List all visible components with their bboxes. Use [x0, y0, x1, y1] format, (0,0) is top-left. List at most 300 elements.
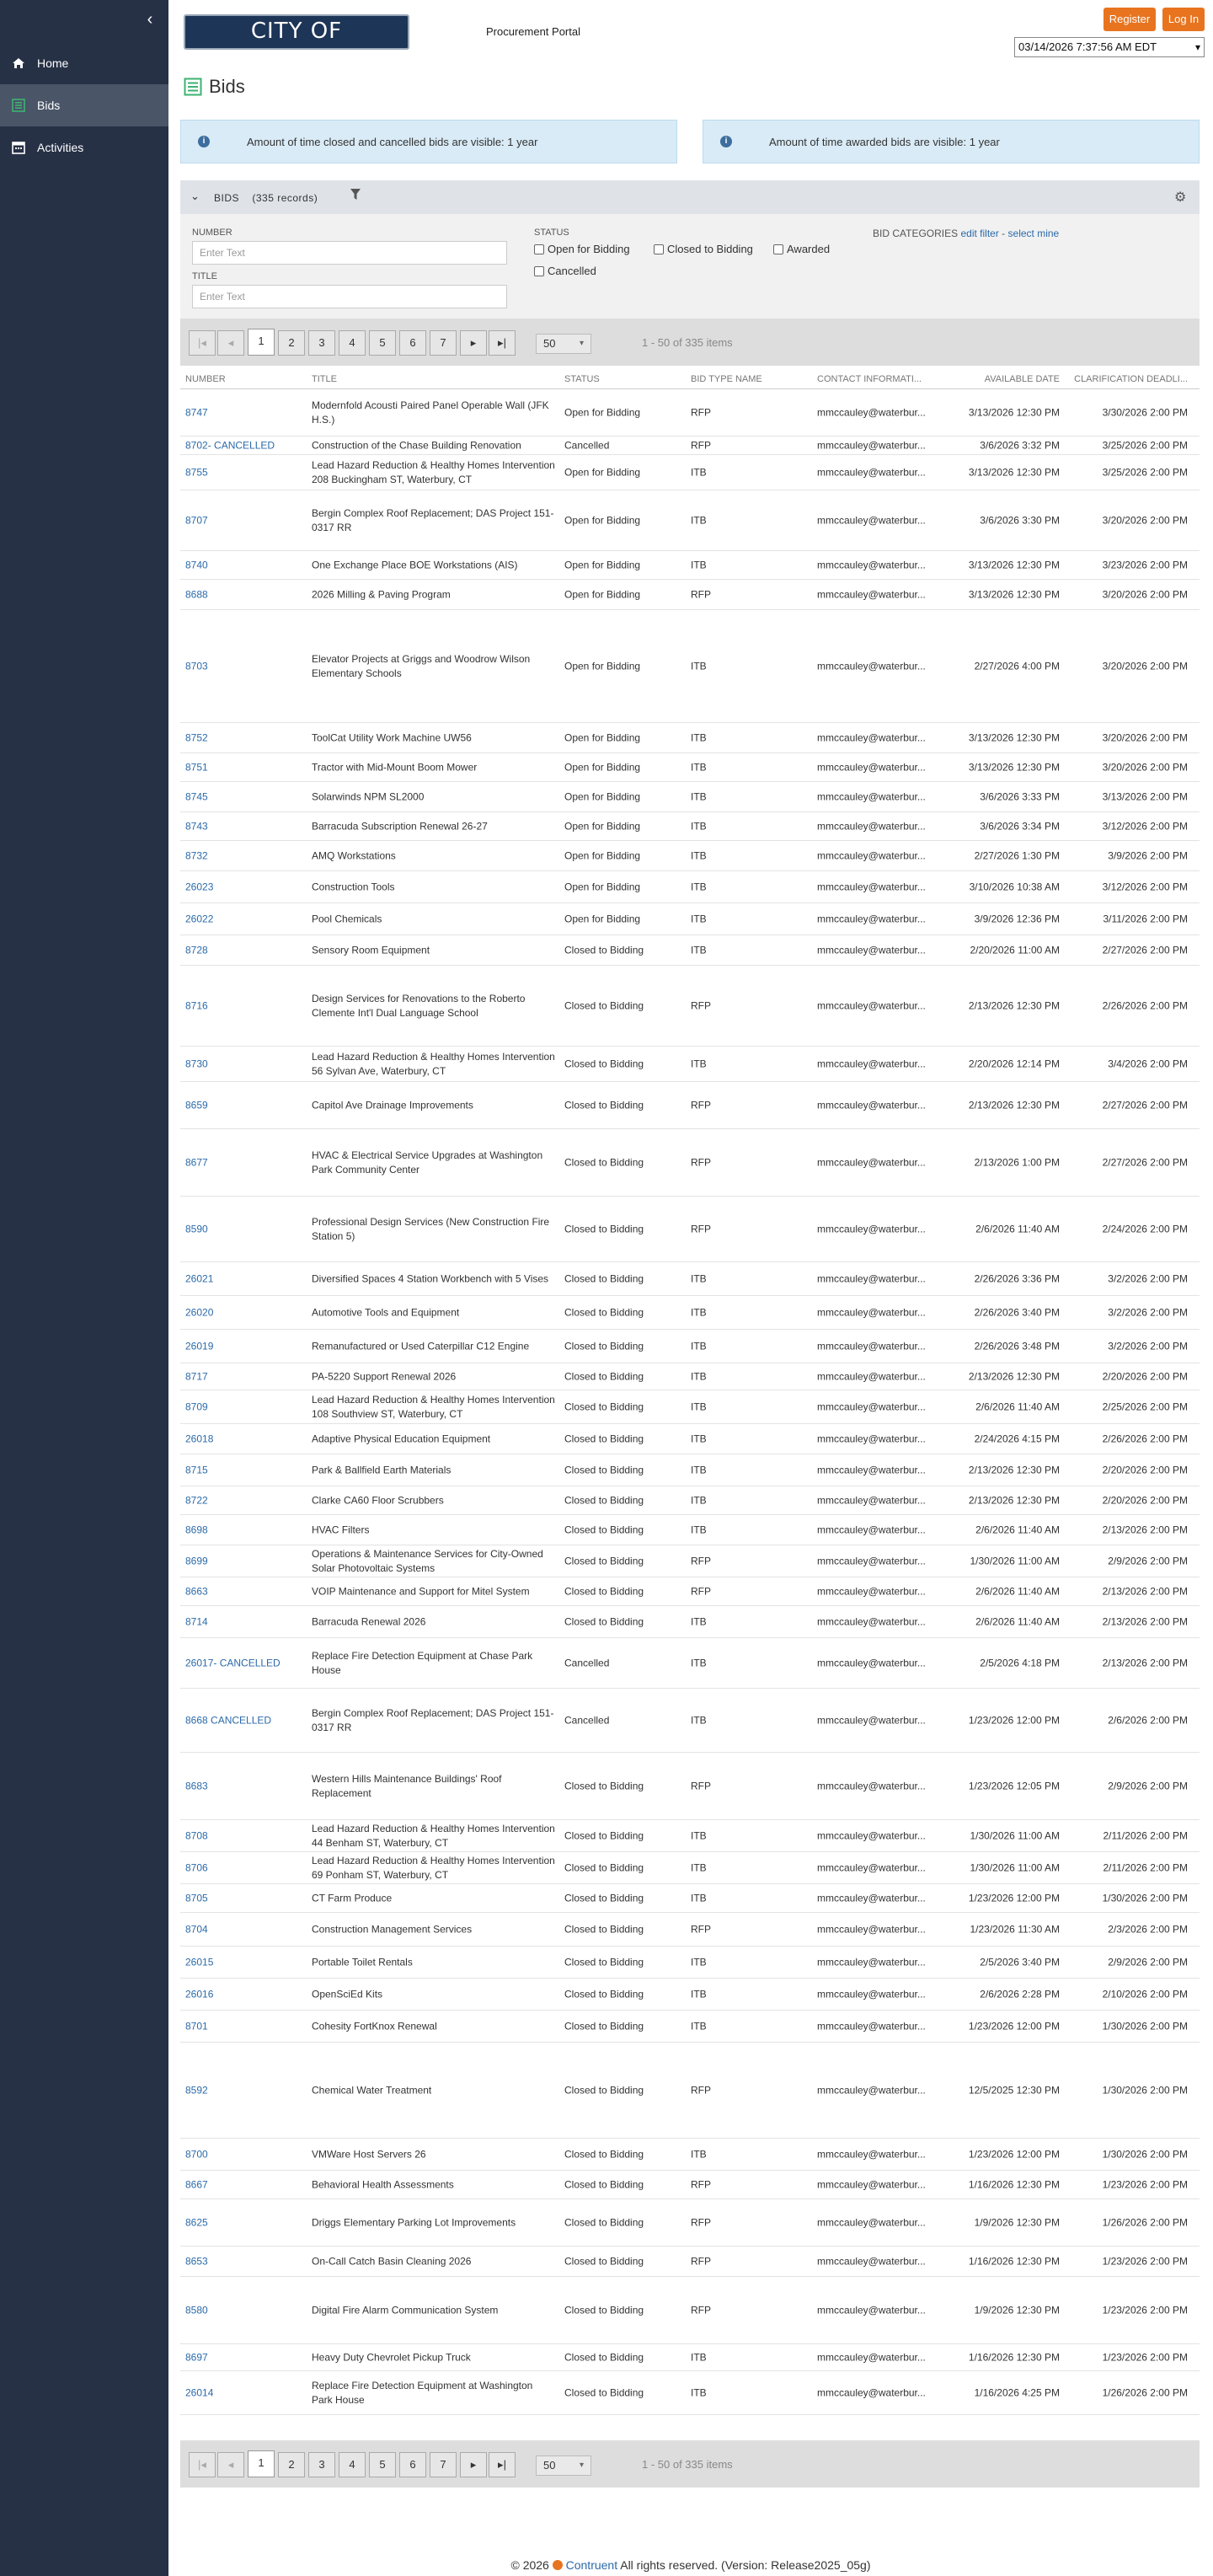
table-row[interactable]: [180, 1047, 1200, 1082]
bid-type: ITB: [691, 1370, 707, 1382]
bid-available-date: 1/30/2026 11:00 AM: [970, 1829, 1060, 1841]
sidebar-item-home[interactable]: [0, 42, 168, 84]
table-row[interactable]: [180, 1606, 1200, 1638]
table-row[interactable]: [180, 1129, 1200, 1197]
table-row[interactable]: [180, 1577, 1200, 1606]
page-1-button[interactable]: 1: [248, 2450, 275, 2477]
bid-clarification-deadline: 2/9/2026 2:00 PM: [1108, 1780, 1188, 1791]
bid-number-link[interactable]: 26018: [185, 1433, 214, 1444]
bid-status: Closed to Bidding: [564, 2084, 644, 2096]
bid-contact: mmccauley@waterbur...: [817, 999, 926, 1011]
bid-number-link[interactable]: 8701: [185, 2020, 208, 2032]
bid-type: ITB: [691, 1956, 707, 1968]
bid-type: ITB: [691, 559, 707, 570]
bid-available-date: 3/13/2026 12:30 PM: [968, 466, 1060, 478]
sidebar-item-activities[interactable]: [0, 126, 168, 169]
bid-clarification-deadline: 3/20/2026 2:00 PM: [1102, 731, 1188, 743]
bid-available-date: 1/16/2026 12:30 PM: [968, 2255, 1060, 2267]
bid-available-date: 1/30/2026 11:00 AM: [970, 1861, 1060, 1873]
bid-status: Open for Bidding: [564, 588, 641, 600]
table-row[interactable]: [180, 436, 1200, 455]
bid-title: Remanufactured or Used Caterpillar C12 Engine: [312, 1340, 530, 1352]
bid-clarification-deadline: 2/11/2026 2:00 PM: [1103, 1861, 1188, 1873]
awarded-checkbox[interactable]: Awarded: [773, 243, 830, 255]
bid-title: One Exchange Place BOE Workstations (AIS): [312, 559, 518, 570]
bid-status: Closed to Bidding: [564, 1892, 644, 1904]
table-row[interactable]: [180, 2247, 1200, 2277]
table-row[interactable]: [180, 812, 1200, 841]
page-5-button[interactable]: 5: [369, 330, 396, 356]
page-5-button[interactable]: 5: [369, 2452, 396, 2477]
table-header: [180, 369, 1200, 389]
col-bid-type[interactable]: BID TYPE NAME: [691, 374, 762, 384]
bid-number-link[interactable]: 8700: [185, 2148, 208, 2160]
bid-available-date: 1/23/2026 12:00 PM: [968, 2020, 1060, 2032]
bid-number-link[interactable]: 26021: [185, 1272, 214, 1284]
table-row[interactable]: [180, 1947, 1200, 1979]
col-contact[interactable]: CONTACT INFORMATI...: [817, 374, 922, 384]
bid-clarification-deadline: 3/30/2026 2:00 PM: [1102, 406, 1188, 418]
bid-contact: mmccauley@waterbur...: [817, 1861, 926, 1873]
city-logo[interactable]: CITY OF WATERBURY: [184, 14, 409, 50]
bid-available-date: 2/6/2026 11:40 AM: [975, 1223, 1060, 1234]
bid-title: Solarwinds NPM SL2000: [312, 790, 425, 802]
page-3-button[interactable]: 3: [308, 330, 335, 356]
bid-contact: mmccauley@waterbur...: [817, 2351, 926, 2363]
page-size-select[interactable]: 50 ▾: [536, 334, 591, 354]
col-status[interactable]: STATUS: [564, 374, 600, 384]
bid-title: Park & Ballfield Earth Materials: [312, 1464, 452, 1475]
bid-contact: mmccauley@waterbur...: [817, 944, 926, 956]
bid-clarification-deadline: 3/13/2026 2:00 PM: [1102, 790, 1188, 802]
table-row[interactable]: [180, 1545, 1200, 1577]
table-row[interactable]: [180, 2011, 1200, 2043]
bid-title: Cohesity FortKnox Renewal: [312, 2020, 437, 2032]
bid-title: Replace Fire Detection Equipment at Chase Park House: [312, 1649, 533, 1676]
bid-status: Closed to Bidding: [564, 1058, 644, 1069]
page-6-button[interactable]: 6: [399, 330, 426, 356]
bid-contact: mmccauley@waterbur...: [817, 1400, 926, 1412]
bid-number-link[interactable]: 8722: [185, 1494, 208, 1506]
bid-number-link[interactable]: 8716: [185, 999, 208, 1011]
bid-clarification-deadline: 2/10/2026 2:00 PM: [1102, 1988, 1188, 2000]
bid-status: Cancelled: [564, 1657, 610, 1668]
bid-type: ITB: [691, 761, 707, 773]
bid-status: Open for Bidding: [564, 559, 641, 570]
page-size-select[interactable]: 50 ▾: [536, 2456, 591, 2476]
header: [168, 0, 1213, 74]
bid-available-date: 1/9/2026 12:30 PM: [974, 2304, 1060, 2316]
bid-number-link[interactable]: 26020: [185, 1306, 214, 1318]
bid-available-date: 1/16/2026 12:30 PM: [968, 2351, 1060, 2363]
table-row[interactable]: [180, 1330, 1200, 1363]
bid-number-link[interactable]: 8715: [185, 1464, 208, 1475]
table-row[interactable]: [180, 871, 1200, 903]
col-title[interactable]: TITLE: [312, 374, 337, 384]
bid-title: VMWare Host Servers 26: [312, 2148, 426, 2160]
bid-available-date: 2/27/2026 4:00 PM: [974, 660, 1060, 672]
table-row[interactable]: [180, 2139, 1200, 2171]
bid-contact: mmccauley@waterbur...: [817, 731, 926, 743]
bid-status: Closed to Bidding: [564, 944, 644, 956]
bid-number-link[interactable]: 8705: [185, 1892, 208, 1904]
bid-clarification-deadline: 2/11/2026 2:00 PM: [1103, 1829, 1188, 1841]
bid-available-date: 2/5/2026 3:40 PM: [980, 1956, 1060, 1968]
contruent-logo-icon: [553, 2560, 563, 2570]
bid-type: ITB: [691, 944, 707, 956]
page-3-button[interactable]: 3: [308, 2452, 335, 2477]
contruent-link[interactable]: Contruent: [565, 2558, 618, 2572]
bid-available-date: 2/13/2026 12:30 PM: [968, 999, 1060, 1011]
bid-available-date: 1/23/2026 12:05 PM: [968, 1780, 1060, 1791]
bid-type: ITB: [691, 1524, 707, 1535]
bid-number-link[interactable]: 8709: [185, 1400, 208, 1412]
col-available-date[interactable]: AVAILABLE DATE: [984, 374, 1060, 384]
gear-icon[interactable]: ⚙: [1174, 190, 1187, 205]
sidebar-item-bids[interactable]: [0, 84, 168, 126]
table-row[interactable]: [180, 490, 1200, 551]
bid-number-link[interactable]: 8659: [185, 1099, 208, 1111]
table-row[interactable]: [180, 389, 1200, 436]
page-6-button[interactable]: 6: [399, 2452, 426, 2477]
bid-number-link[interactable]: 26022: [185, 913, 214, 924]
info-icon: i: [198, 136, 210, 147]
table-row[interactable]: [180, 610, 1200, 723]
bid-contact: mmccauley@waterbur...: [817, 1524, 926, 1535]
page-2-button[interactable]: 2: [278, 2452, 305, 2477]
bid-clarification-deadline: 2/6/2026 2:00 PM: [1108, 1714, 1188, 1726]
table-row[interactable]: [180, 841, 1200, 871]
bid-number-link[interactable]: 8688: [185, 588, 208, 600]
login-button[interactable]: Log In: [1162, 8, 1205, 31]
bid-available-date: 2/24/2026 4:15 PM: [974, 1433, 1060, 1444]
bid-type: ITB: [691, 2020, 707, 2032]
bid-contact: mmccauley@waterbur...: [817, 1223, 926, 1234]
bid-number-link[interactable]: 8745: [185, 790, 208, 802]
table-row[interactable]: [180, 1296, 1200, 1330]
bid-status: Closed to Bidding: [564, 1306, 644, 1318]
bid-contact: mmccauley@waterbur...: [817, 466, 926, 478]
bid-number-link[interactable]: 8704: [185, 1923, 208, 1935]
bid-number-link[interactable]: 8699: [185, 1555, 208, 1566]
bid-status: Closed to Bidding: [564, 1988, 644, 2000]
table-row[interactable]: [180, 782, 1200, 812]
bid-number-link[interactable]: 8706: [185, 1861, 208, 1873]
table-row[interactable]: [180, 1979, 1200, 2011]
title-input[interactable]: Enter Text: [192, 285, 507, 308]
sidebar-item-label: Home: [37, 56, 69, 70]
bid-contact: mmccauley@waterbur...: [817, 1370, 926, 1382]
bid-status: Open for Bidding: [564, 731, 641, 743]
bid-title: 2026 Milling & Paving Program: [312, 588, 451, 600]
bid-clarification-deadline: 2/24/2026 2:00 PM: [1102, 1223, 1188, 1234]
bid-number-link[interactable]: 26019: [185, 1340, 214, 1352]
page-2-button[interactable]: 2: [278, 330, 305, 356]
bid-status: Closed to Bidding: [564, 1555, 644, 1566]
bid-status: Closed to Bidding: [564, 1524, 644, 1535]
bid-number-link[interactable]: 8732: [185, 849, 208, 861]
bid-number-link[interactable]: 8697: [185, 2351, 208, 2363]
info-text: Amount of time closed and cancelled bids are visible: 1 year: [247, 135, 538, 148]
bid-number-link[interactable]: 8714: [185, 1615, 208, 1627]
bid-type: RFP: [691, 439, 711, 451]
bid-contact: mmccauley@waterbur...: [817, 2216, 926, 2228]
bid-number-link[interactable]: 8677: [185, 1156, 208, 1168]
bid-number-link[interactable]: 8747: [185, 406, 208, 418]
checkbox-icon: [654, 244, 664, 254]
bid-clarification-deadline: 3/12/2026 2:00 PM: [1102, 881, 1188, 892]
bid-title: Automotive Tools and Equipment: [312, 1306, 460, 1318]
bid-contact: mmccauley@waterbur...: [817, 849, 926, 861]
bid-type: ITB: [691, 913, 707, 924]
bid-contact: mmccauley@waterbur...: [817, 2020, 926, 2032]
first-page-button[interactable]: |◂: [189, 330, 216, 356]
table-row[interactable]: [180, 2344, 1200, 2371]
bid-title: ToolCat Utility Work Machine UW56: [312, 731, 472, 743]
table-row[interactable]: [180, 1486, 1200, 1515]
bid-type: ITB: [691, 1464, 707, 1475]
bid-available-date: 1/30/2026 11:00 AM: [970, 1555, 1060, 1566]
table-row[interactable]: [180, 1638, 1200, 1689]
table-row[interactable]: [180, 2043, 1200, 2139]
bid-number-link[interactable]: 8668 CANCELLED: [185, 1714, 272, 1726]
bid-number-link[interactable]: 8663: [185, 1585, 208, 1597]
bid-type: RFP: [691, 2216, 711, 2228]
bid-status: Closed to Bidding: [564, 2020, 644, 2032]
table-row[interactable]: [180, 1424, 1200, 1454]
bid-number-link[interactable]: 8683: [185, 1780, 208, 1791]
table-row[interactable]: [180, 551, 1200, 580]
bid-title: Pool Chemicals: [312, 913, 382, 924]
bid-available-date: 1/23/2026 12:00 PM: [968, 1892, 1060, 1904]
bid-title: Lead Hazard Reduction & Healthy Homes Intervention 108 Southview ST, Waterbury, CT: [312, 1393, 555, 1420]
bid-type: RFP: [691, 2178, 711, 2190]
table-row[interactable]: [180, 1363, 1200, 1390]
table-row[interactable]: [180, 723, 1200, 753]
list-icon: [184, 78, 202, 96]
bid-contact: mmccauley@waterbur...: [817, 1156, 926, 1168]
bid-clarification-deadline: 1/26/2026 2:00 PM: [1102, 2216, 1188, 2228]
bid-title: CT Farm Produce: [312, 1892, 393, 1904]
page-7-button[interactable]: 7: [430, 2452, 457, 2477]
bid-number-link[interactable]: 26016: [185, 1988, 214, 2000]
table-row[interactable]: [180, 753, 1200, 782]
bid-number-link[interactable]: 8653: [185, 2255, 208, 2267]
page-7-button[interactable]: 7: [430, 330, 457, 356]
bid-available-date: 2/13/2026 12:30 PM: [968, 1099, 1060, 1111]
bid-number-link[interactable]: 8625: [185, 2216, 208, 2228]
bid-clarification-deadline: 3/20/2026 2:00 PM: [1102, 588, 1188, 600]
bid-clarification-deadline: 2/13/2026 2:00 PM: [1102, 1657, 1188, 1668]
bid-title: AMQ Workstations: [312, 849, 396, 861]
table-row[interactable]: [180, 455, 1200, 490]
table-row[interactable]: [180, 903, 1200, 935]
bid-clarification-deadline: 2/27/2026 2:00 PM: [1102, 1099, 1188, 1111]
table-row[interactable]: [180, 1820, 1200, 1852]
bid-number-link[interactable]: 8708: [185, 1829, 208, 1841]
open-for-bidding-checkbox[interactable]: Open for Bidding: [534, 243, 630, 255]
table-row[interactable]: [180, 1262, 1200, 1296]
bid-status: Closed to Bidding: [564, 1340, 644, 1352]
bid-number-link[interactable]: 26017- CANCELLED: [185, 1657, 281, 1668]
bid-number-link[interactable]: 8707: [185, 514, 208, 526]
checkbox-icon: [534, 244, 544, 254]
bid-available-date: 2/13/2026 1:00 PM: [974, 1156, 1060, 1168]
bid-status: Closed to Bidding: [564, 1156, 644, 1168]
table-row[interactable]: [180, 2371, 1200, 2415]
bid-clarification-deadline: 2/27/2026 2:00 PM: [1102, 944, 1188, 956]
bid-title: Barracuda Subscription Renewal 26-27: [312, 820, 488, 832]
bid-clarification-deadline: 2/27/2026 2:00 PM: [1102, 1156, 1188, 1168]
next-page-button[interactable]: ▸: [460, 330, 487, 356]
bid-number-link[interactable]: 8728: [185, 944, 208, 956]
bid-number-link[interactable]: 8717: [185, 1370, 208, 1382]
bid-type: ITB: [691, 1657, 707, 1668]
bid-number-link[interactable]: 8743: [185, 820, 208, 832]
bid-type: RFP: [691, 999, 711, 1011]
closed-to-bidding-checkbox[interactable]: Closed to Bidding: [654, 243, 753, 255]
col-number[interactable]: NUMBER: [185, 374, 226, 384]
table-row[interactable]: [180, 1197, 1200, 1262]
bid-type: ITB: [691, 2351, 707, 2363]
number-input[interactable]: Enter Text: [192, 241, 507, 265]
bid-status: Open for Bidding: [564, 881, 641, 892]
bid-title: Construction Tools: [312, 881, 395, 892]
bid-clarification-deadline: 2/26/2026 2:00 PM: [1102, 999, 1188, 1011]
bid-available-date: 1/16/2026 4:25 PM: [974, 2386, 1060, 2398]
title-label: TITLE: [192, 271, 217, 281]
bid-contact: mmccauley@waterbur...: [817, 790, 926, 802]
bid-available-date: 2/13/2026 12:30 PM: [968, 1370, 1060, 1382]
edit-filter-link[interactable]: edit filter: [960, 228, 999, 239]
bid-number-link[interactable]: 8755: [185, 466, 208, 478]
bid-contact: mmccauley@waterbur...: [817, 1780, 926, 1791]
bid-number-link[interactable]: 8752: [185, 731, 208, 743]
checkbox-icon: [534, 266, 544, 276]
bid-type: ITB: [691, 1272, 707, 1284]
pager-bottom: [180, 2440, 1200, 2488]
table-row[interactable]: [180, 966, 1200, 1047]
table-row[interactable]: [180, 1852, 1200, 1884]
table-row[interactable]: [180, 1753, 1200, 1820]
table-row[interactable]: [180, 1884, 1200, 1913]
bid-status: Closed to Bidding: [564, 2148, 644, 2160]
prev-page-button[interactable]: ◂: [217, 330, 244, 356]
bid-number-link[interactable]: 8703: [185, 660, 208, 672]
bid-number-link[interactable]: 8751: [185, 761, 208, 773]
register-button[interactable]: Register: [1103, 8, 1156, 31]
bid-number-link[interactable]: 26014: [185, 2386, 214, 2398]
bid-clarification-deadline: 1/26/2026 2:00 PM: [1102, 2386, 1188, 2398]
bid-clarification-deadline: 3/2/2026 2:00 PM: [1108, 1272, 1188, 1284]
bid-contact: mmccauley@waterbur...: [817, 514, 926, 526]
table-row[interactable]: [180, 1913, 1200, 1947]
table-row[interactable]: [180, 2171, 1200, 2199]
filter-icon[interactable]: [350, 189, 361, 201]
cancelled-checkbox[interactable]: Cancelled: [534, 265, 596, 277]
bid-number-link[interactable]: 8667: [185, 2178, 208, 2190]
bid-title: Adaptive Physical Education Equipment: [312, 1433, 491, 1444]
bid-title: Portable Toilet Rentals: [312, 1956, 413, 1968]
bid-available-date: 3/13/2026 12:30 PM: [968, 406, 1060, 418]
bid-status: Closed to Bidding: [564, 1272, 644, 1284]
table-row[interactable]: [180, 1082, 1200, 1129]
bid-available-date: 2/27/2026 1:30 PM: [974, 849, 1060, 861]
bid-type: ITB: [691, 1058, 707, 1069]
sidebar-item-label: Bids: [37, 99, 61, 112]
table-row[interactable]: [180, 935, 1200, 966]
bid-contact: mmccauley@waterbur...: [817, 2386, 926, 2398]
table-row[interactable]: [180, 1454, 1200, 1486]
first-page-button[interactable]: |◂: [189, 2452, 216, 2477]
page-1-button[interactable]: 1: [248, 329, 275, 356]
bid-number-link[interactable]: 26023: [185, 881, 214, 892]
next-page-button[interactable]: ▸: [460, 2452, 487, 2477]
bid-number-link[interactable]: 8592: [185, 2084, 208, 2096]
table-row[interactable]: [180, 1515, 1200, 1545]
prev-page-button[interactable]: ◂: [217, 2452, 244, 2477]
table-row[interactable]: [180, 1390, 1200, 1424]
pager-top: [180, 319, 1200, 366]
bid-status: Closed to Bidding: [564, 1615, 644, 1627]
bid-clarification-deadline: 3/25/2026 2:00 PM: [1102, 466, 1188, 478]
bid-type: RFP: [691, 1223, 711, 1234]
bid-number-link[interactable]: 8702- CANCELLED: [185, 439, 275, 451]
bid-type: ITB: [691, 2386, 707, 2398]
table-row[interactable]: [180, 580, 1200, 610]
bid-available-date: 3/6/2026 3:32 PM: [980, 439, 1060, 451]
timezone-date-select[interactable]: 03/14/2026 7:37:56 AM EDT ▾: [1014, 37, 1205, 57]
bid-number-link[interactable]: 26015: [185, 1956, 214, 1968]
col-clarification[interactable]: CLARIFICATION DEADLI...: [1074, 374, 1188, 384]
table-row[interactable]: [180, 1689, 1200, 1753]
panel-label: BIDS (335 records): [214, 192, 318, 204]
bid-available-date: 1/23/2026 11:30 AM: [970, 1923, 1060, 1935]
collapse-sidebar-icon[interactable]: ‹: [147, 10, 153, 29]
bid-available-date: 3/6/2026 3:34 PM: [980, 820, 1060, 832]
bid-status: Closed to Bidding: [564, 1433, 644, 1444]
bid-number-link[interactable]: 8580: [185, 2304, 208, 2316]
bid-type: ITB: [691, 1714, 707, 1726]
page-4-button[interactable]: 4: [339, 330, 366, 356]
select-mine-link[interactable]: select mine: [1007, 228, 1060, 239]
bid-status: Closed to Bidding: [564, 1923, 644, 1935]
bid-contact: mmccauley@waterbur...: [817, 2255, 926, 2267]
table-row[interactable]: [180, 2199, 1200, 2247]
bid-contact: mmccauley@waterbur...: [817, 1464, 926, 1475]
bid-number-link[interactable]: 8730: [185, 1058, 208, 1069]
bid-clarification-deadline: 3/20/2026 2:00 PM: [1102, 660, 1188, 672]
bid-type: ITB: [691, 1433, 707, 1444]
status-label: STATUS: [534, 228, 569, 238]
bid-number-link[interactable]: 8590: [185, 1223, 208, 1234]
bid-contact: mmccauley@waterbur...: [817, 820, 926, 832]
table-row[interactable]: [180, 2277, 1200, 2344]
chevron-down-icon[interactable]: ⌄: [190, 190, 200, 202]
bid-status: Closed to Bidding: [564, 1829, 644, 1841]
page-4-button[interactable]: 4: [339, 2452, 366, 2477]
bid-title: Digital Fire Alarm Communication System: [312, 2304, 499, 2316]
bid-clarification-deadline: 2/20/2026 2:00 PM: [1102, 1370, 1188, 1382]
bid-number-link[interactable]: 8698: [185, 1524, 208, 1535]
bid-contact: mmccauley@waterbur...: [817, 761, 926, 773]
bid-title: Construction Management Services: [312, 1923, 473, 1935]
bid-number-link[interactable]: 8740: [185, 559, 208, 570]
checkbox-icon: [773, 244, 783, 254]
bid-type: RFP: [691, 1156, 711, 1168]
last-page-button[interactable]: ▸|: [489, 2452, 516, 2477]
last-page-button[interactable]: ▸|: [489, 330, 516, 356]
